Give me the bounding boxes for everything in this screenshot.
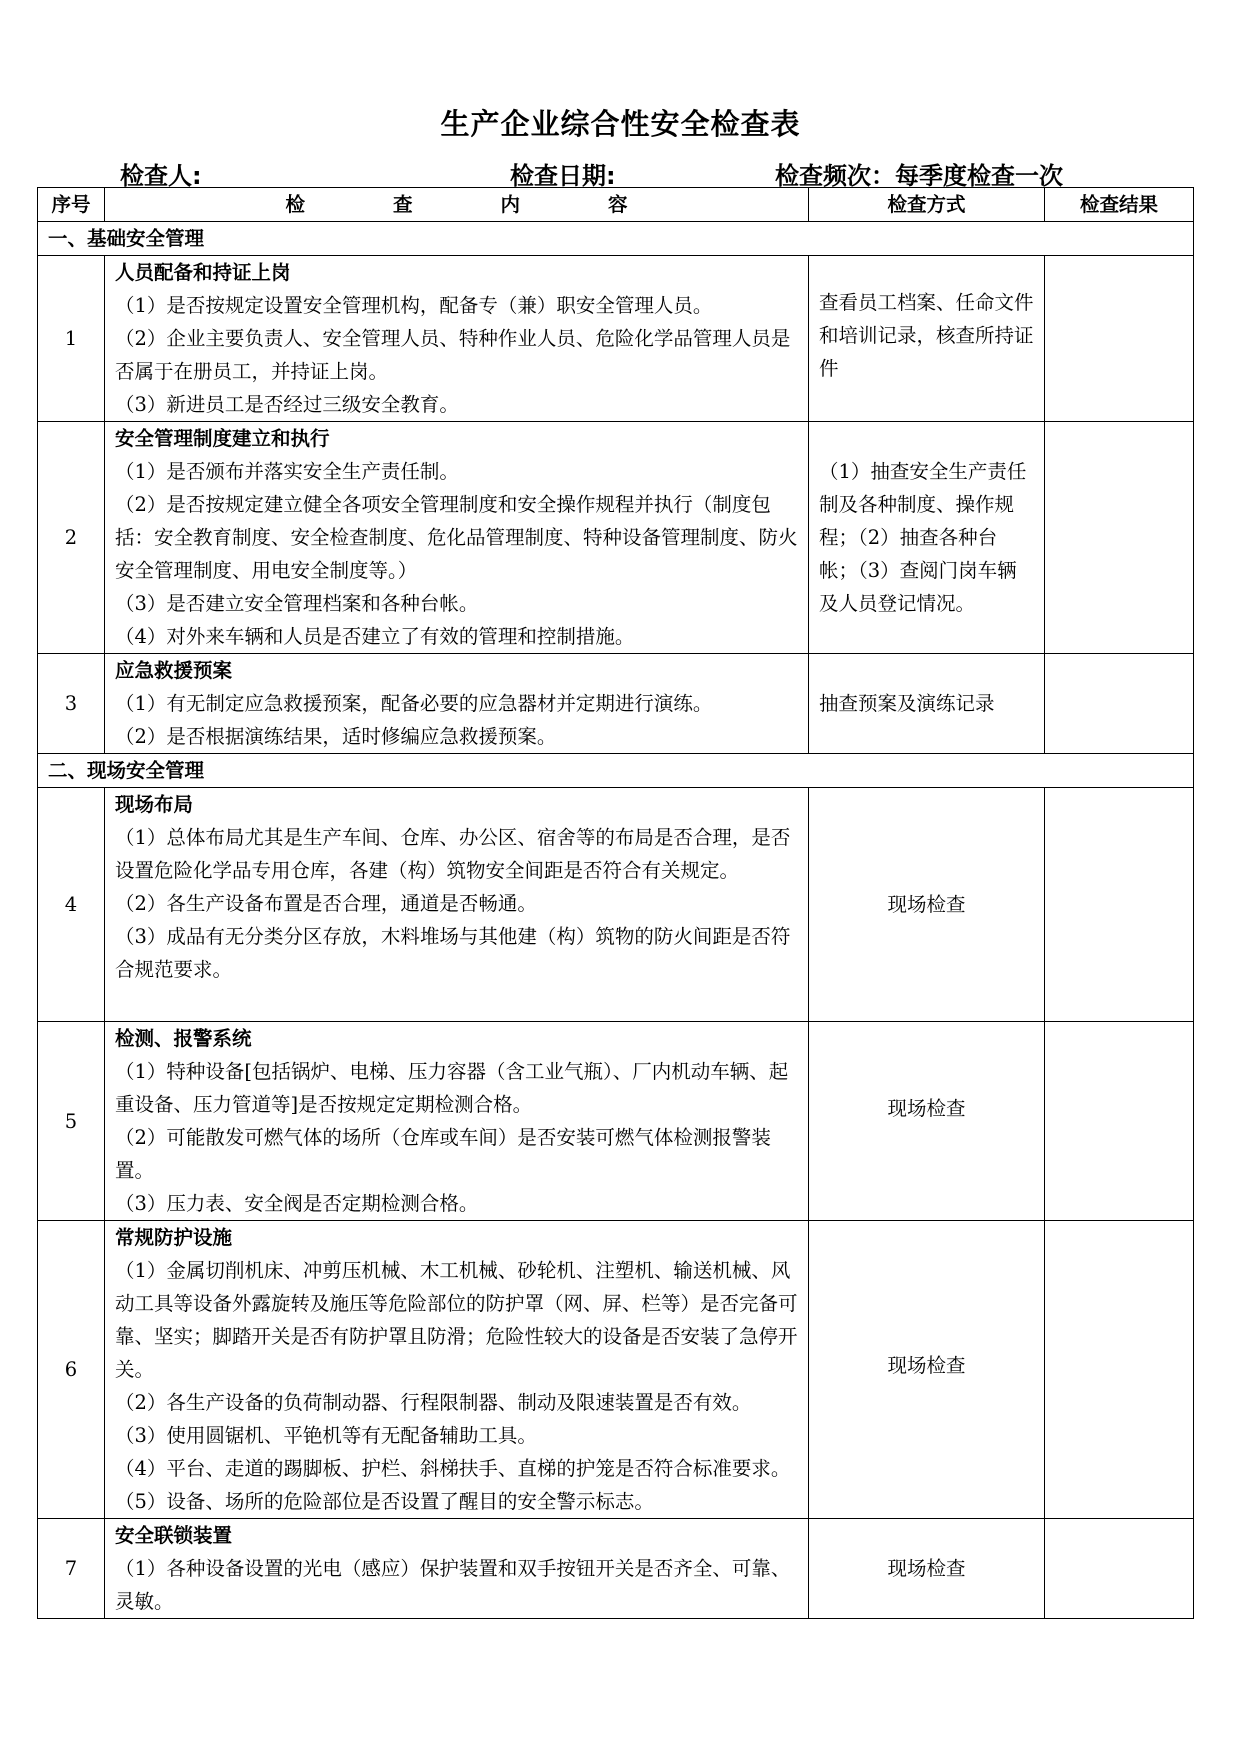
inspection-table xyxy=(37,187,1194,1619)
item-check-line: （3）压力表、安全阀是否定期检测合格。 xyxy=(115,1192,479,1215)
item-number: 2 xyxy=(38,422,105,654)
inspection-date-label: 检查日期: xyxy=(510,162,616,190)
header-content-char: 查 xyxy=(392,193,413,216)
item-check-line: （4）对外来车辆和人员是否建立了有效的管理和控制措施。 xyxy=(115,625,635,648)
item-result-cell[interactable] xyxy=(1045,256,1194,422)
table-row xyxy=(38,788,1194,1022)
item-number: 1 xyxy=(38,256,105,422)
item-title: 现场布局 xyxy=(115,793,194,816)
table-row xyxy=(38,1519,1194,1619)
item-title: 人员配备和持证上岗 xyxy=(115,261,291,284)
inspector-label: 检查人: xyxy=(120,162,202,190)
section-title: 二、现场安全管理 xyxy=(38,754,1194,788)
item-result-cell[interactable] xyxy=(1045,654,1194,754)
item-number: 5 xyxy=(38,1022,105,1221)
item-check-line: （2）可能散发可燃气体的场所（仓库或车间）是否安装可燃气体检测报警装置。 xyxy=(115,1126,771,1182)
item-title: 安全管理制度建立和执行 xyxy=(115,427,330,450)
item-content xyxy=(105,788,809,1022)
item-content xyxy=(105,256,809,422)
item-check-line: （1）总体布局尤其是生产车间、仓库、办公区、宿舍等的布局是否合理，是否设置危险化学品专用仓库，各建（构）筑物安全间距是否符合有关规定。 xyxy=(115,826,791,882)
item-check-line: （3）是否建立安全管理档案和各种台帐。 xyxy=(115,592,479,615)
item-check-line: （3）成品有无分类分区存放，木料堆场与其他建（构）筑物的防火间距是否符合规范要求。 xyxy=(115,925,791,981)
item-check-line: （2）是否根据演练结果，适时修编应急救援预案。 xyxy=(115,725,557,748)
item-check-line: （1）特种设备[包括锅炉、电梯、压力容器（含工业气瓶）、厂内机动车辆、起重设备、压力管道等]是否按规定定期检测合格。 xyxy=(115,1060,789,1116)
item-title: 应急救援预案 xyxy=(115,659,233,682)
header-no: 序号 xyxy=(38,188,105,222)
header-content xyxy=(105,188,809,222)
item-check-line: （2）是否按规定建立健全各项安全管理制度和安全操作规程并执行（制度包括：安全教育制度、安全检查制度、危化品管理制度、特种设备管理制度、防火安全管理制度、用电安全制度等。） xyxy=(115,493,798,582)
section-title: 一、基础安全管理 xyxy=(38,222,1194,256)
header-result: 检查结果 xyxy=(1045,188,1194,222)
item-number: 3 xyxy=(38,654,105,754)
table-row xyxy=(38,422,1194,654)
table-row xyxy=(38,1022,1194,1221)
item-method: 现场检查 xyxy=(809,788,1045,1022)
header-content-char: 容 xyxy=(608,193,628,216)
section-row xyxy=(38,754,1194,788)
table-row xyxy=(38,1221,1194,1519)
item-check-line: （3）使用圆锯机、平铯机等有无配备辅助工具。 xyxy=(115,1424,537,1447)
inspection-frequency-label: 检查频次：每季度检查一次 xyxy=(775,162,1063,190)
document-title: 生产企业综合性安全检查表 xyxy=(440,107,801,141)
item-content xyxy=(105,1221,809,1519)
item-check-line: （1）金属切削机床、冲剪压机械、木工机械、砂轮机、注塑机、输送机械、风动工具等设备外露旋转及施压等危险部位的防护罩（网、屏、栏等）是否完备可靠、坚实；脚踏开关是否有防护罩且防滑；危险性较大的设备是否安装了急停开关。 xyxy=(115,1259,798,1381)
item-number: 6 xyxy=(38,1221,105,1519)
header-content-char: 内 xyxy=(500,193,521,216)
item-method: （1）抽查安全生产责任制及各种制度、操作规程；（2）抽查各种台帐；（3）查阅门岗车辆及人员登记情况。 xyxy=(809,422,1045,654)
item-check-line: （4）平台、走道的踢脚板、护栏、斜梯扶手、直梯的护笼是否符合标准要求。 xyxy=(115,1457,791,1480)
item-check-line: （2）企业主要负责人、安全管理人员、特种作业人员、危险化学品管理人员是否属于在册员工，并持证上岗。 xyxy=(115,327,791,383)
item-result-cell[interactable] xyxy=(1045,1221,1194,1519)
item-method: 查看员工档案、任命文件和培训记录，核查所持证件 xyxy=(809,256,1045,422)
item-method: 现场检查 xyxy=(809,1221,1045,1519)
item-method: 现场检查 xyxy=(809,1022,1045,1221)
table-header-row xyxy=(38,188,1194,222)
item-result-cell[interactable] xyxy=(1045,1519,1194,1619)
item-check-line: （2）各生产设备的负荷制动器、行程限制器、制动及限速装置是否有效。 xyxy=(115,1391,752,1414)
item-result-cell[interactable] xyxy=(1045,1022,1194,1221)
item-content xyxy=(105,1519,809,1619)
item-check-line: （5）设备、场所的危险部位是否设置了醒目的安全警示标志。 xyxy=(115,1490,654,1513)
header-content-char: 检 xyxy=(285,193,305,216)
item-content xyxy=(105,422,809,654)
item-check-line: （1）是否按规定设置安全管理机构，配备专（兼）职安全管理人员。 xyxy=(115,294,713,317)
item-number: 7 xyxy=(38,1519,105,1619)
item-check-line: （1）有无制定应急救援预案，配备必要的应急器材并定期进行演练。 xyxy=(115,692,713,715)
section-row xyxy=(38,222,1194,256)
item-check-line: （3）新进员工是否经过三级安全教育。 xyxy=(115,393,459,416)
item-content xyxy=(105,1022,809,1221)
item-content xyxy=(105,654,809,754)
item-title: 检测、报警系统 xyxy=(115,1027,252,1050)
item-title: 安全联锁装置 xyxy=(115,1524,233,1547)
item-method: 现场检查 xyxy=(809,1519,1045,1619)
item-check-line: （1）各种设备设置的光电（感应）保护装置和双手按钮开关是否齐全、可靠、灵敏。 xyxy=(115,1557,791,1613)
table-row xyxy=(38,654,1194,754)
header-method: 检查方式 xyxy=(809,188,1045,222)
table-row xyxy=(38,256,1194,422)
item-result-cell[interactable] xyxy=(1045,422,1194,654)
item-number: 4 xyxy=(38,788,105,1022)
item-check-line: （1）是否颁布并落实安全生产责任制。 xyxy=(115,460,459,483)
item-result-cell[interactable] xyxy=(1045,788,1194,1022)
item-title: 常规防护设施 xyxy=(115,1226,233,1249)
item-method: 抽查预案及演练记录 xyxy=(809,654,1045,754)
item-check-line: （2）各生产设备布置是否合理，通道是否畅通。 xyxy=(115,892,537,915)
